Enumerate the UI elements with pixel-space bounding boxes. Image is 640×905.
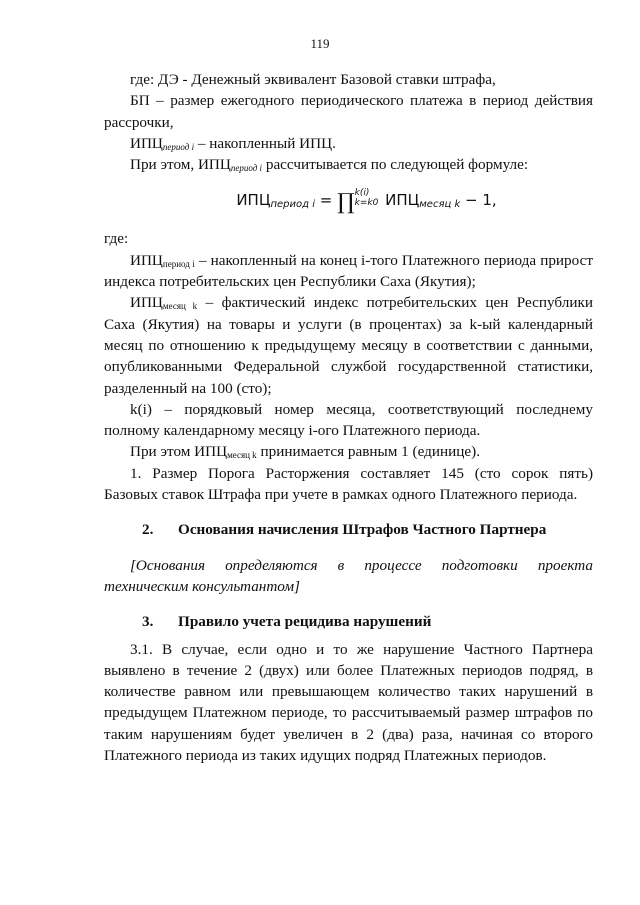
section-3-number: 3. [142, 613, 154, 631]
section-2-heading [104, 519, 593, 540]
term-description: – накопленный ИПЦ. [194, 134, 336, 152]
definition-de: где: ДЭ - Денежный эквивалент Базовой ставки штрафа, [130, 71, 496, 88]
formula-term: ИПЦ [380, 191, 420, 210]
product-symbol: ∏ [337, 190, 355, 216]
formula-lhs: ИПЦ [236, 191, 271, 210]
spacer [104, 597, 593, 611]
formula-intro [104, 154, 593, 175]
section-3-heading [104, 611, 593, 632]
term-subscript: период i [162, 141, 195, 152]
product-limits [355, 188, 379, 208]
definition-bp: БП – размер ежегодного периодического платежа в период действия рассрочки, [104, 92, 593, 131]
formula-lhs-subscript: период i [270, 199, 315, 211]
intro-text-b: рассчитывается по следующей формуле: [262, 156, 529, 174]
definition-ipc-month [104, 292, 593, 398]
definition-ipc-accumulated [104, 133, 593, 154]
definition-k-i: k(i) – порядковый номер месяца, соответствующий последнему полному календарному месяцу i-ого Платежного периода. [104, 400, 593, 440]
intro-text-a: При этом, ИПЦ [130, 156, 231, 174]
formula-tail: − 1, [460, 191, 497, 210]
section-3-paragraph-1: 3.1. В случае, если одно и то же нарушение Частного Партнера выявлено в течение 2 (двух) или более Платежных периодов подряд, в количестве равном или превышающем количество таких нарушений в предыдущем Платежном периоде, то рассчитываемый размер штрафов по таким нарушениям будет увеличен в 2 (два) раза, начиная со второго Платежного периода из таких идущих подряд Платежных периодов. [104, 640, 593, 765]
section-2-note: [Основания определяются в процессе подготовки проекта техническим консультантом] [104, 556, 593, 595]
note-text-a: При этом ИПЦ [130, 443, 228, 461]
term-ipc: ИПЦ [130, 134, 163, 152]
term-description: – накопленный на конец i-того Платежного периода прирост индекса потребительских цен Республики Саха (Якутия); [104, 251, 593, 291]
product-lower-limit: k=k0 [354, 197, 379, 208]
ipc-formula [104, 187, 593, 216]
term-ipc: ИПЦ [130, 251, 163, 269]
page-number: 119 [310, 36, 330, 51]
term-subscript: месяц k [227, 450, 257, 461]
spacer [104, 505, 593, 519]
formula-equals: = [315, 191, 338, 210]
term-description: – фактический индекс потребительских цен Республики Саха (Якутия) на товары и услуги (в процентах) за k-ый календарный месяц по отношению к предыдущему месяцу в соответствии с данными, опубликованными Федеральной службой государственной статистики, разделенный на 100 (сто); [104, 294, 593, 397]
term-subscript: период i [162, 258, 195, 269]
termination-threshold: 1. Размер Порога Расторжения составляет 145 (сто сорок пять) Базовых ставок Штрафа при учете в рамках одного Платежного периода. [104, 464, 593, 504]
ipc-month-note [104, 441, 593, 462]
definition-ipc-period [104, 250, 593, 293]
term-subscript: период i [230, 163, 263, 174]
term-subscript: месяц k [162, 301, 198, 312]
note-text-b: принимается равным 1 (единице). [256, 443, 480, 461]
formula-term-subscript: месяц k [419, 199, 461, 211]
term-ipc: ИПЦ [130, 294, 163, 312]
product-upper-limit: k(i) [354, 187, 370, 198]
section-2-number: 2. [142, 521, 154, 539]
section-3-title: Правило учета рецидива нарушений [178, 613, 432, 631]
where-label: где: [104, 230, 129, 248]
page-content [104, 69, 593, 766]
section-2-title: Основания начисления Штрафов Частного Партнера [178, 521, 547, 539]
spacer [104, 541, 593, 555]
